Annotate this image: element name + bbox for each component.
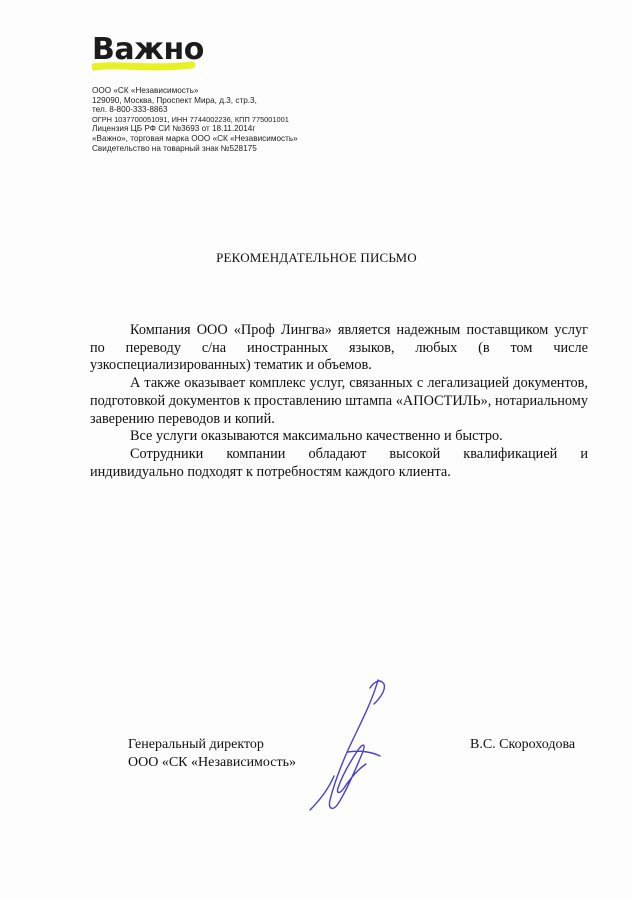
company-license: Лицензия ЦБ РФ СИ №3693 от 18.11.2014г xyxy=(92,124,256,134)
logo-wordmark: Важно xyxy=(92,32,204,67)
company-name: ООО «СК «Независимость» xyxy=(92,86,199,95)
company-logo xyxy=(92,30,202,80)
company-phone: тел. 8-800-333-8863 xyxy=(92,105,168,115)
body-paragraph: Все услуги оказываются максимально качественно и быстро. xyxy=(130,428,503,445)
letter-body xyxy=(90,322,588,481)
trademark-note: «Важно», торговая марка ООО «СК «Независимость» xyxy=(92,133,298,143)
body-paragraph: А также оказывает комплекс услуг, связанных с легализацией документов, подготовкой документов к проставлению штампа «АПОСТИЛЬ», нотариальному заверению переводов и копий. xyxy=(90,375,588,427)
signatory-title xyxy=(128,736,296,772)
company-registration: ОГРН 1037700051091, ИНН 7744002236, КПП 775001001 xyxy=(92,114,289,124)
letterhead-requisites xyxy=(92,86,352,153)
body-paragraph: Сотрудники компании обладают высокой квалификацией и индивидуально подходят к потребностям каждого клиента. xyxy=(90,445,588,480)
letter-title: РЕКОМЕНДАТЕЛЬНОЕ ПИСЬМО xyxy=(216,250,417,265)
company-address: 129090, Москва, Проспект Мира, д.3, стр.3, xyxy=(92,95,257,105)
signatory-company: ООО «СК «Независимость» xyxy=(128,755,296,770)
signatory-position: Генеральный директор xyxy=(128,737,264,752)
trademark-certificate: Свидетельство на товарный знак №528175 xyxy=(92,143,257,153)
handwritten-signature xyxy=(300,672,410,822)
signatory-name: В.С. Скороходова xyxy=(470,737,576,752)
body-paragraph: Компания ООО «Проф Лингва» является надежным поставщиком услуг по переводу с/на иностранных языков, любых (в том числе узкоспециализированных) тематик и объемов. xyxy=(90,322,588,374)
